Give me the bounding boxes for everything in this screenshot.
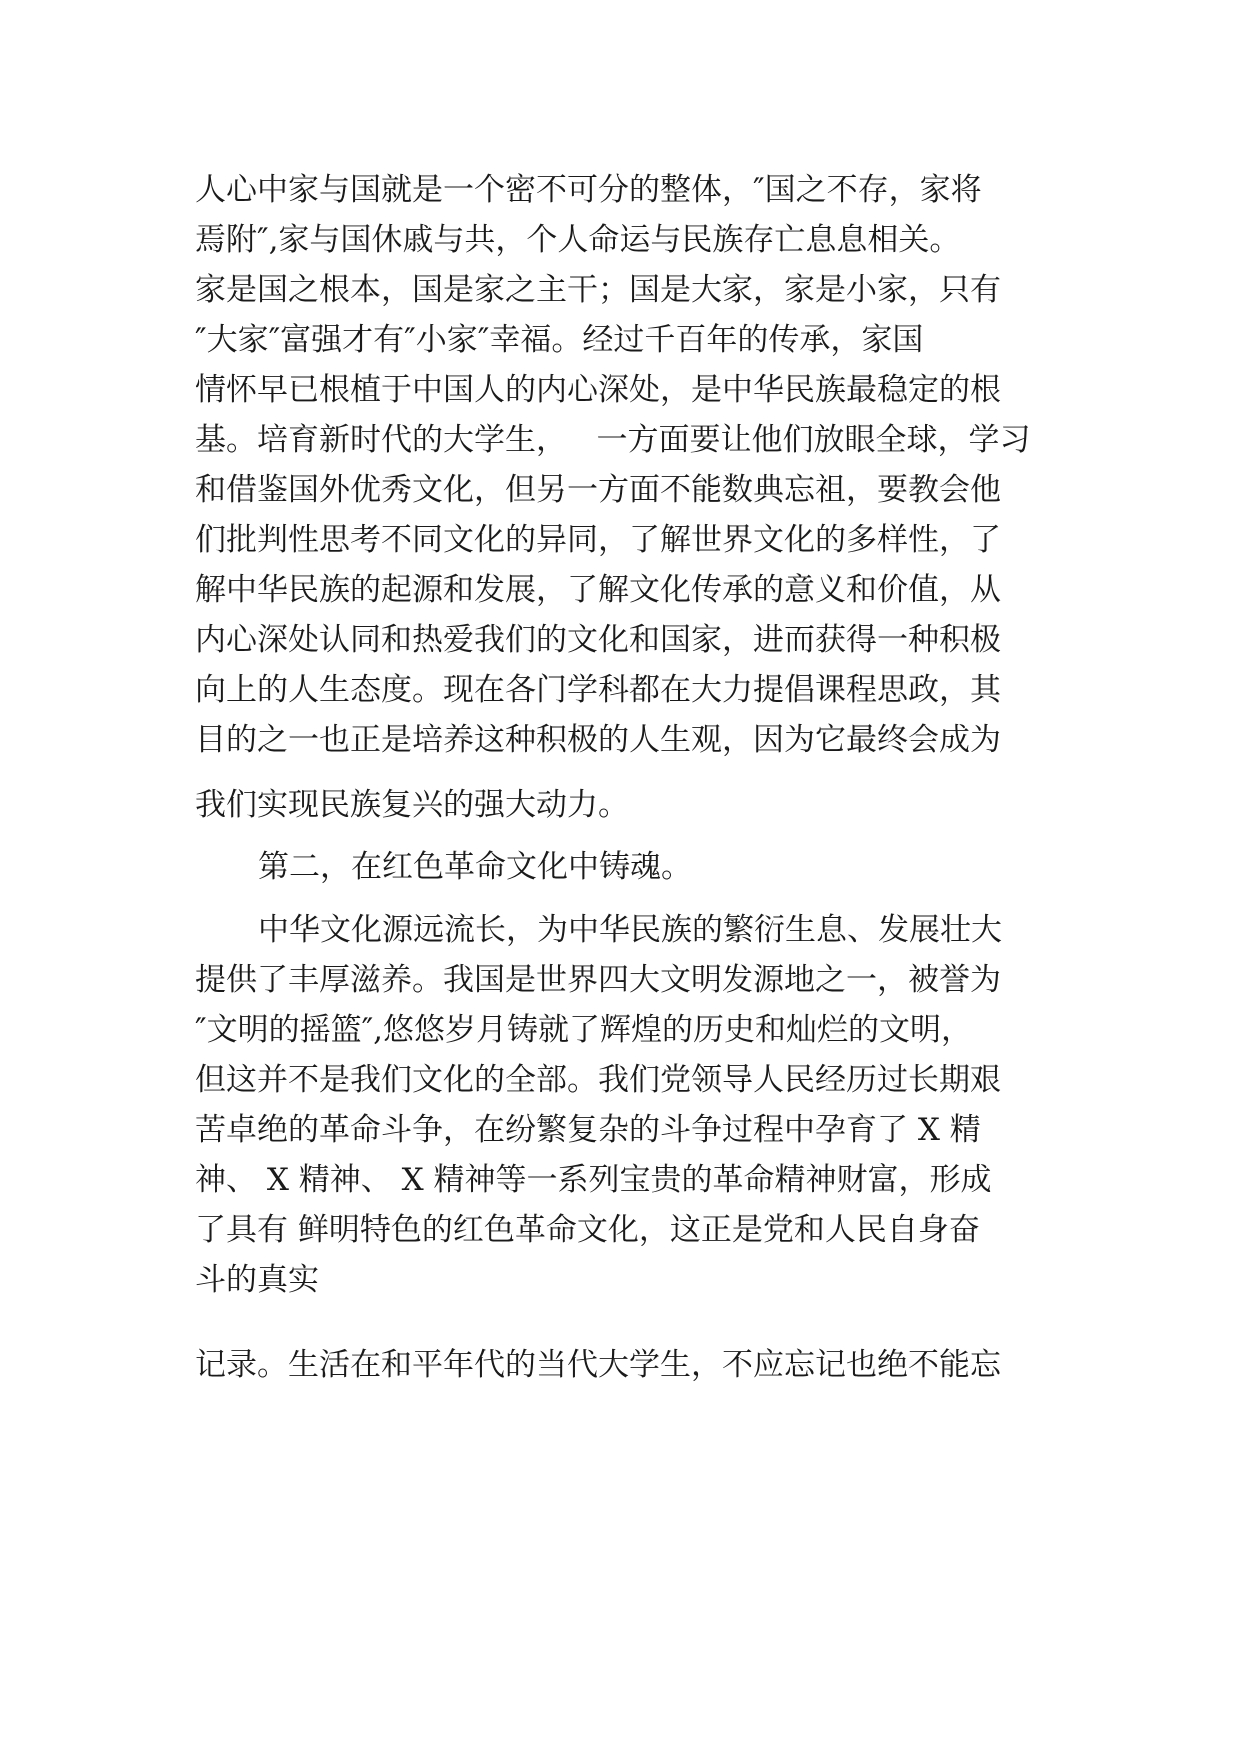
text-line: 情怀早已根植于中国人的内心深处，是中华民族最稳定的根 [195,372,1001,408]
text-line: 人心中家与国就是一个密不可分的整体，″国之不存，家将 [195,172,982,208]
text-line: 斗的真实 [195,1262,319,1298]
text-line: 神、 X 精神、 X 精神等一系列宝贵的革命精神财富，形成 [195,1162,992,1198]
section-heading: 第二，在红色革命文化中铸魂。 [258,849,692,885]
text-line: 我们实现民族复兴的强大动力。 [195,787,629,823]
text-line: 和借鉴国外优秀文化，但另一方面不能数典忘祖，要教会他 [195,472,1001,508]
text-line: 解中华民族的起源和发展，了解文化传承的意义和价值，从 [195,572,1001,608]
text-line: 提供了丰厚滋养。我国是世界四大文明发源地之一，被誉为 [195,962,1001,998]
text-line: 家是国之根本，国是家之主干；国是大家，家是小家，只有 [195,272,1001,308]
text-line: 目的之一也正是培养这种积极的人生观，因为它最终会成为 [195,722,1001,758]
text-line: 们批判性思考不同文化的异同，了解世界文化的多样性，了 [195,522,1001,558]
text-line: 焉附″,家与国休戚与共，个人命运与民族存亡息息相关。 [195,222,961,258]
text-line: 向上的人生态度。现在各门学科都在大力提倡课程思政，其 [195,672,1001,708]
text-line: 内心深处认同和热爱我们的文化和国家，进而获得一种积极 [195,622,1001,658]
text-line: 记录。生活在和平年代的当代大学生，不应忘记也绝不能忘 [195,1347,1001,1383]
text-line: 苦卓绝的革命斗争，在纷繁复杂的斗争过程中孕育了 X 精 [195,1112,981,1148]
text-line: ″大家″富强才有″小家″幸福。经过千百年的传承，家国 [195,322,924,358]
text-line: 但这并不是我们文化的全部。我们党领导人民经历过长期艰 [195,1062,1001,1098]
text-line: 基。培育新时代的大学生， 一方面要让他们放眼全球，学习 [195,422,1031,458]
text-line: ″文明的摇篮″,悠悠岁月铸就了辉煌的历史和灿烂的文明， [195,1012,973,1048]
text-line: 了具有 鲜明特色的红色革命文化，这正是党和人民自身奋 [195,1212,980,1248]
paragraph-first-line: 中华文化源远流长，为中华民族的繁衍生息、发展壮大 [258,912,1002,948]
